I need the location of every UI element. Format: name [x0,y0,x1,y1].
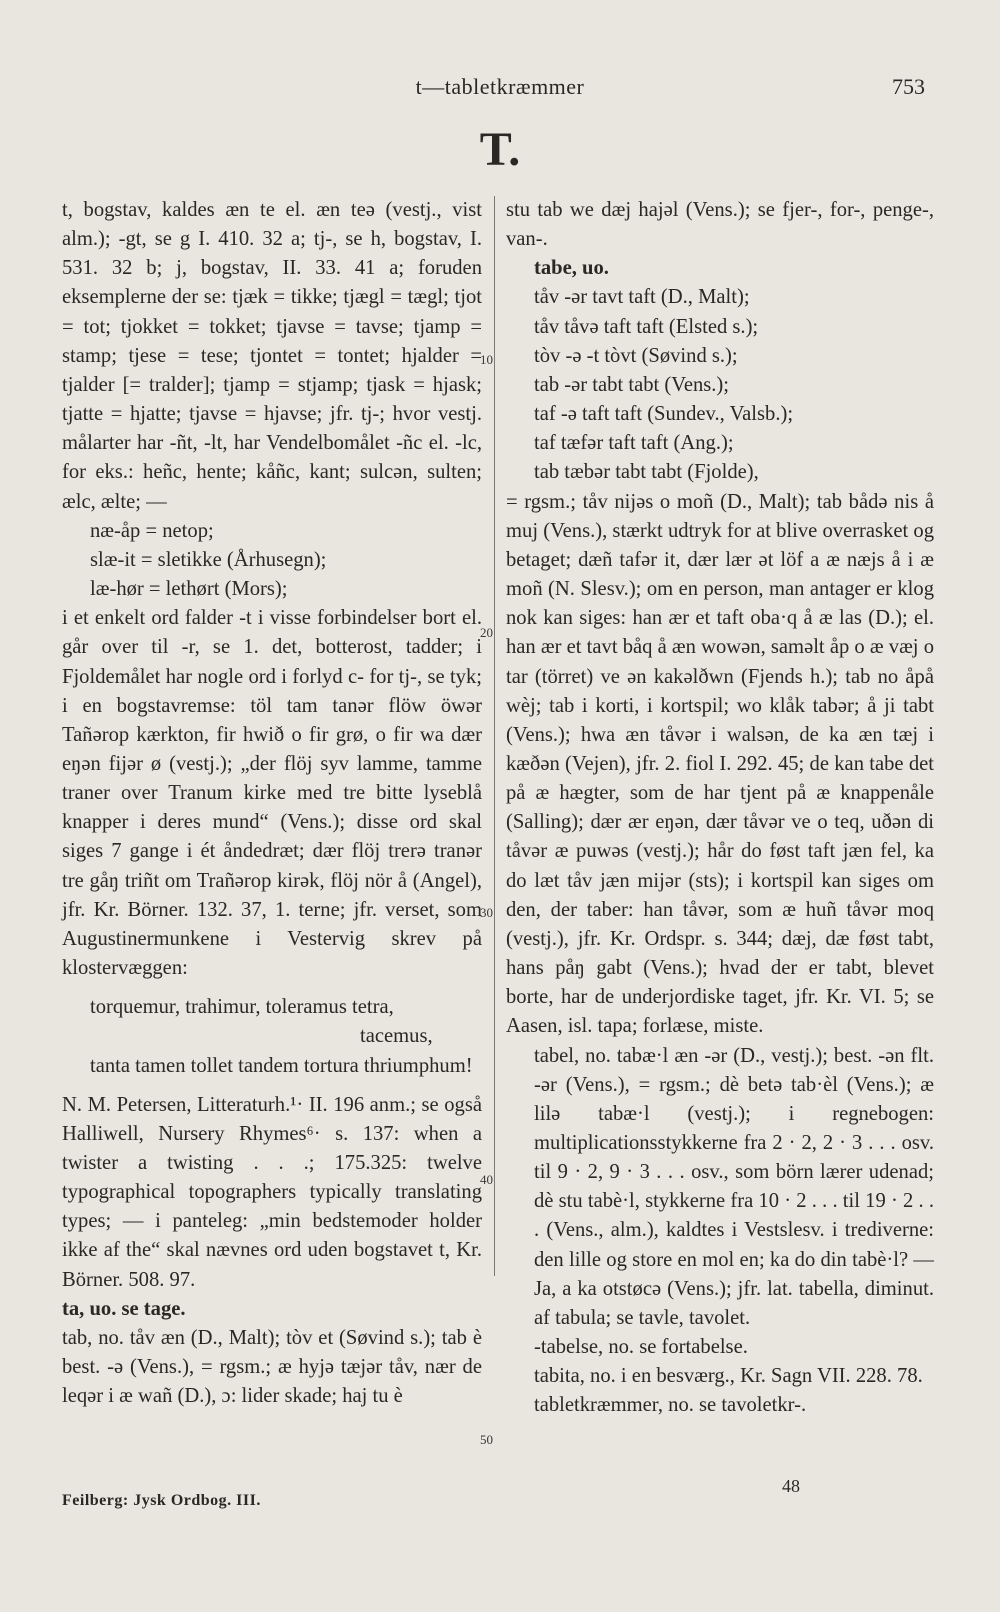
line-marker: 10 [480,352,493,367]
entry-tabelse: -tabelse, no. se fortabelse. [534,1336,748,1359]
page-number: 753 [892,74,925,99]
left-column [62,196,482,1411]
example-line: slæ-it = sletikke (Århusegn); [90,548,327,571]
entry-tabe-body: = rgsm.; tåv nijəs o moñ (D., Malt); tab bådə nis å muj (Vens.), stærkt udtryk for at blive overrasket og betaget; dæñ tafər it, dær lær ət löf a æ næjs å i æ moñ (N. Slesv.); om en person, man antager er klog nok kan siges: han ær et taft oba·q å æ las (D.); el. han ær et tavt båq å æn wowən, saməlt åp o æ væj o tar (törret) ve ən kakəlðwn (Fjends h.); tab no åpå wèj; tab i korti, i kortspil; wo klåk tabər; å ji tabt (Vens.); hwa æn tåvər i walsən, de ka æn tæj i kæðən (Vejen), jfr. 2. fiol I. 292. 45; de kan tabe det på æ hægter, som de har tjent på æ knappenåle (Salling); dær ær eŋən, dær tåvər ve o teq, uðən di tåvər æ puwəs (vestj.); hår do føst taft jæn fel, ka do læt tåv jæn mijər (sts); i kortspil kan siges om den, der taber: han tåvər, som æ huñ tåvər moq (vestj.), jfr. Kr. Ordspr. s. 344; dæj, dæ føst tabt, hans påŋ gabt (Vens.); hvad der er tabt, blevet borte, har de underjordiske taget, jfr. Kr. VI. 5; se Aasen, isl. tapa; forlæse, miste. [506,490,934,1038]
dialect-form: taf tæfər taft taft (Ang.); [534,432,734,455]
entry-tabe: tabe, uo. [534,257,609,280]
entry-tabel: tabel, no. tabæ·l æn -ər (D., vestj.); best. -ən flt. -ər (Vens.), = rgsm.; dè betə tab·èl (Vens.); æ lilə tabæ·l (vestj.); i regnebogen: multiplicationsstykkerne fra 2 · 2, 2 · 3 . . . osv. til 9 · 2, 9 · 3 . . . osv., som börn lærer udenad; dè stu tabè·l, stykkerne fra 10 · 2 . . . til 19 · 2 . . . (Vens., alm.), kaldtes i Vestslesv. i trediverne: den lille og store en mol en; ka do din tabè·l? — Ja, a ka otstøcə (Vens.); jfr. lat. tabella, diminut. af tabula; se tavle, tavolet. [534,1044,934,1329]
entry-tab-continued: stu tab we dæj hajəl (Vens.); se fjer-, for-, penge-, van-. [506,199,934,251]
dialect-form: tåv tåvə taft taft (Elsted s.); [534,315,759,338]
entry-tabletkraemmer: tabletkræmmer, no. se tavoletkr-. [534,1394,807,1417]
references: N. M. Petersen, Litteraturh.¹· II. 196 anm.; se også Halliwell, Nursery Rhymes⁶· s. 137: when a twister a twisting . . .; 175.325: twelve typographical topographers typically translating types; — i panteleg: „min bedstemoder holder ikke af the“ skal nævnes ord uden bogstavet t, Kr. Börner. 508. 97. [62,1093,482,1291]
line-marker: 20 [480,625,493,640]
verse-line: tanta tamen tollet tandem tortura thriumphum! [90,1054,473,1077]
entry-t: t, bogstav, kaldes æn te el. æn teə (vestj., vist alm.); -gt, se g I. 410. 32 a; tj-, se h, bogstav, I. 531. 32 b; j, bogstav, II. 33. 41 a; foruden eksemplerne der se: tjæk = tikke; tjægl = tægl; tjot = tot; tjokket = tokket; tjavse = tavse; tjamp = stamp; tjese = tese; tjontet = tontet; hjalder = tjalder [= tralder]; tjamp = stjamp; tjask = hjask; tjatte = hjatte; tjavse = hjavse; jfr. tj-; hvor vestj. målarter har -ñt, -lt, har Vendelbomålet -ñc el. -lc, for eks.: heñc, hente; kåñc, kant; sulcən, sulten; ælc, ælte; — [62,199,482,513]
dialect-form: tab tæbər tabt tabt (Fjolde), [534,461,759,484]
line-marker: 30 [480,905,493,920]
column-divider [494,196,495,1276]
latin-verse [62,993,482,1080]
right-column [506,196,934,1421]
verse-line: tacemus, [360,1025,433,1048]
line-marker: 50 [480,1432,493,1447]
example-line: læ-hør = lethørt (Mors); [90,578,288,601]
entry-tab: tab, no. tåv æn (D., Malt); tòv et (Søvind s.); tab è best. -ə (Vens.), = rgsm.; æ hyjə tæjər tåv, nær de leqər i æ wañ (D.), ɔ: lider skade; haj tu è [62,1326,482,1408]
entry-ta: ta, uo. se tage. [62,1297,186,1320]
verse-line: torquemur, trahimur, toleramus tetra, [90,996,394,1019]
signature-mark: 48 [782,1476,800,1496]
example-line: næ-åp = netop; [90,519,214,542]
section-letter: T. [479,123,521,176]
dialect-form: taf -ə taft taft (Sundev., Valsb.); [534,403,794,426]
entry-tabita: tabita, no. i en besværg., Kr. Sagn VII. 228. 78. [534,1365,923,1388]
entry-t-continued: i et enkelt ord falder -t i visse forbindelser bort el. går over til -r, se 1. det, botterost, tadder; i Fjoldemålet har nogle ord i forlyd c- for tj-, se tyk; i en bogstavremse: töl tam tanər flöw öwər Tañərop kærkton, fir hwið o fir grø, o fir wa dær eŋən fijər ø (vestj.); „der flöj syv lamme, tamme traner over Tranum kirke med tre bitte lyseblå knapper i deres mund“ (Vens.); disse ord skal siges 7 gange i ét åndedræt; dær flöj trerə tranər tre gåŋ triñt om Trañərop kirək, flöj nör å (Angel), jfr. Kr. Börner. 132. 37, 1. terne; jfr. verset, som Augustinermunkene i Vestervig skrev på klostervæggen: [62,607,482,980]
line-marker: 40 [480,1172,493,1187]
dialect-form: tòv -ə -t tòvt (Søvind s.); [534,344,738,367]
dialect-form: tåv -ər tavt taft (D., Malt); [534,286,750,309]
dialect-form: tab -ər tabt tabt (Vens.); [534,373,729,396]
running-title: t—tabletkræmmer [415,74,585,99]
footer-source: Feilberg: Jysk Ordbog. III. [62,1492,261,1509]
running-head [0,66,1000,106]
